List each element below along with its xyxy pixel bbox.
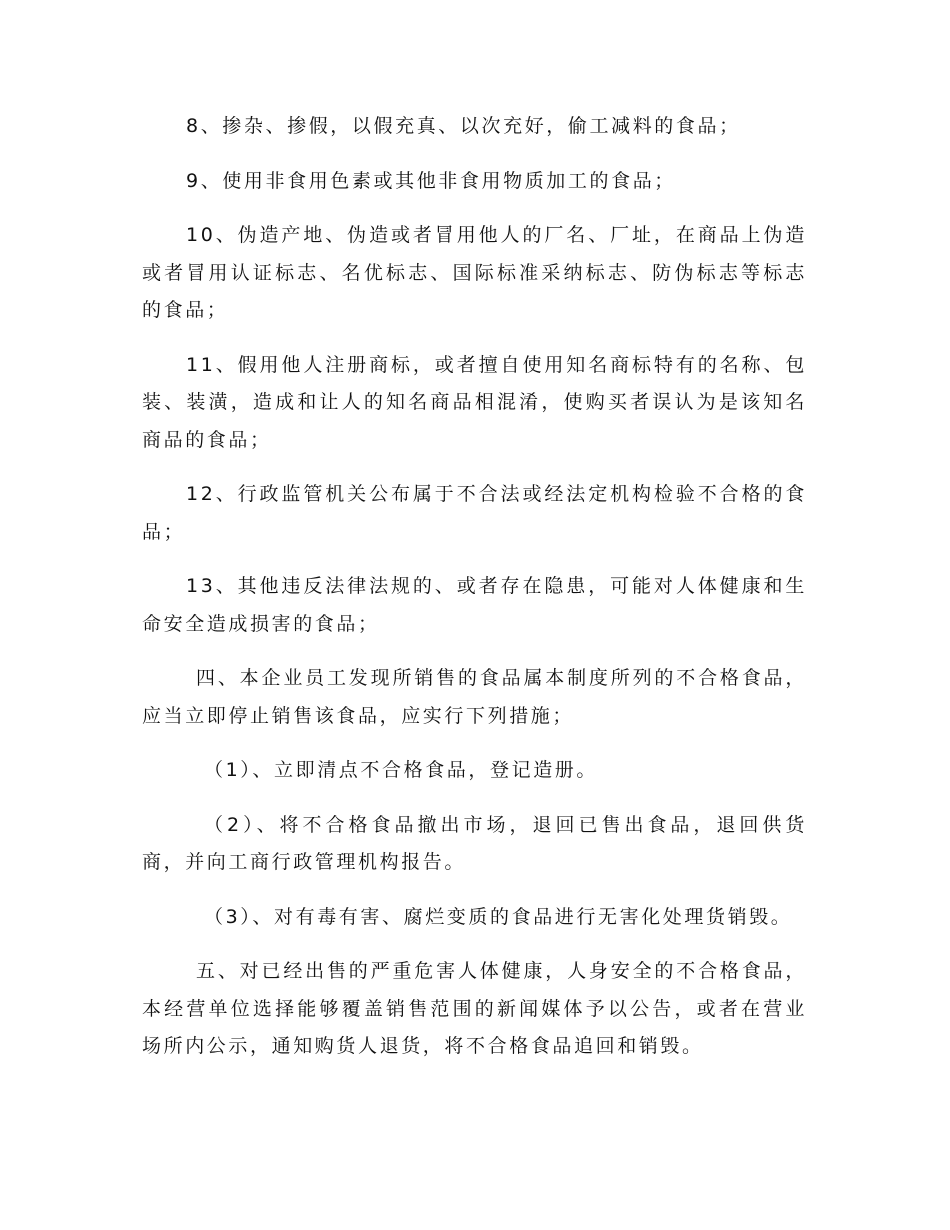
paragraph-section-5: 五、对已经出售的严重危害人体健康，人身安全的不合格食品，本经营单位选择能够覆盖销售范围的新闻媒体予以公告，或者在营业场所内公示，通知购货人退货，将不合格食品追回和销毁。	[142, 960, 807, 1057]
paragraph-section-4: 四、本企业员工发现所销售的食品属本制度所列的不合格食品，应当立即停止销售该食品，应实行下列措施；	[142, 667, 807, 727]
paragraph-item-9: 9、使用非食用色素或其他非食用物质加工的食品；	[186, 169, 676, 192]
paragraph-item-8: 8、掺杂、掺假，以假充真、以次充好，偷工减料的食品；	[186, 115, 741, 137]
paragraph-measure-2: （2）、将不合格食品撤出市场，退回已售出食品，退回供货商，并向工商行政管理机构报告。	[142, 813, 807, 873]
paragraph-measure-3: （3）、对有毒有害、腐烂变质的食品进行无害化处理货销毁。	[204, 905, 793, 928]
paragraph-measure-1: （1）、立即清点不合格食品，登记造册。	[204, 759, 598, 781]
paragraph-item-11: 11、假用他人注册商标，或者擅自使用知名商标特有的名称、包装、装潢，造成和让人的知名商品相混淆，使购买者误认为是该知名商品的食品；	[142, 353, 807, 451]
paragraph-item-13: 13、其他违反法律法规的、或者存在隐患，可能对人体健康和生命安全造成损害的食品；	[142, 575, 807, 635]
document-body	[142, 108, 807, 1083]
paragraph-item-10: 10、伪造产地、伪造或者冒用他人的厂名、厂址，在商品上伪造或者冒用认证标志、名优标志、国际标准采纳标志、防伪标志等标志的食品；	[142, 224, 807, 321]
paragraph-item-12: 12、行政监管机关公布属于不合法或经法定机构检验不合格的食品；	[142, 483, 807, 543]
